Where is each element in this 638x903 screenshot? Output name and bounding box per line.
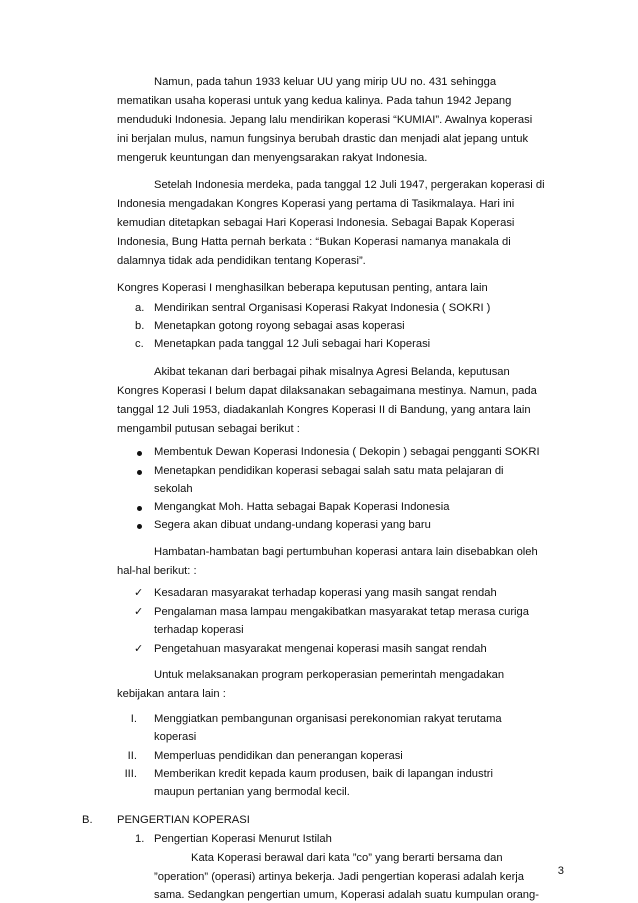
text-line: hal-hal berikut: : — [117, 565, 197, 577]
list-marker: a. — [135, 302, 145, 314]
checkmark-icon: ✓ — [134, 586, 144, 599]
list-item: Segera akan dibuat undang-undang koperasi yang baru — [154, 519, 431, 531]
text-line: sama. Sedangkan pengertian umum, Koperasi adalah suatu kumpulan orang- — [154, 889, 539, 901]
text-line: dalamnya tidak ada pendidikan tentang Koperasi”. — [117, 255, 366, 267]
subsection-marker: 1. — [135, 833, 145, 845]
list-item: Kesadaran masyarakat terhadap koperasi yang masih sangat rendah — [154, 587, 497, 599]
list-marker: c. — [135, 338, 144, 350]
text-line: Untuk melaksanakan program perkoperasian pemerintah mengadakan — [154, 669, 505, 681]
text-line: mematikan usaha koperasi untuk yang kedua kalinya. Pada tahun 1942 Jepang — [117, 95, 512, 107]
checkmark-icon: ✓ — [134, 642, 144, 655]
text-line: Setelah Indonesia merdeka, pada tanggal 12 Juli 1947, pergerakan koperasi di — [154, 179, 545, 191]
list-item: Menggiatkan pembangunan organisasi perekonomian rakyat terutama — [154, 713, 502, 725]
list-item: Pengalaman masa lampau mengakibatkan masyarakat tetap merasa curiga — [154, 606, 529, 618]
text-line: Kongres Koperasi I belum dapat dilaksanakan sebagaimana mestinya. Namun, pada — [117, 385, 537, 397]
list-item-continuation: sekolah — [154, 483, 193, 495]
section-heading: PENGERTIAN KOPERASI — [117, 814, 250, 826]
list-item: Pengetahuan masyarakat mengenai koperasi masih sangat rendah — [154, 643, 487, 655]
list-marker: I. — [130, 713, 137, 725]
text-line: menduduki Indonesia. Jepang lalu mendirikan koperasi “KUMIAI”. Awalnya koperasi — [117, 114, 533, 126]
list-item: Mengangkat Moh. Hatta sebagai Bapak Koperasi Indonesia — [154, 501, 450, 513]
text-line: mengeruk keuntungan dan menyengsarakan rakyat Indonesia. — [117, 152, 428, 164]
bullet-icon — [137, 470, 142, 475]
list-item: Mendirikan sentral Organisasi Koperasi Rakyat Indonesia ( SOKRI ) — [154, 302, 491, 314]
text-line: tanggal 12 Juli 1953, diadakanlah Kongres Koperasi II di Bandung, yang antara lain — [117, 404, 531, 416]
text-line: kemudian ditetapkan sebagai Hari Koperasi Indonesia. Sebagai Bapak Koperasi — [117, 217, 515, 229]
text-line: mengambil putusan sebagai berikut : — [117, 423, 300, 435]
text-line: Hambatan-hambatan bagi pertumbuhan koperasi antara lain disebabkan oleh — [154, 546, 538, 558]
list-item: Memperluas pendidikan dan penerangan koperasi — [154, 750, 403, 762]
checkmark-icon: ✓ — [134, 605, 144, 618]
list-marker: b. — [135, 320, 145, 332]
list-item-continuation: maupun pertanian yang bermodal kecil. — [154, 786, 350, 798]
section-marker: B. — [82, 814, 93, 826]
bullet-icon — [137, 451, 142, 456]
page-number: 3 — [557, 865, 564, 877]
list-item: Memberikan kredit kepada kaum produsen, baik di lapangan industri — [154, 768, 493, 780]
bullet-icon — [137, 524, 142, 529]
text-line: Kata Koperasi berawal dari kata ”co” yang berarti bersama dan — [191, 852, 503, 864]
text-line: Indonesia, Bung Hatta pernah berkata : “Bukan Koperasi namanya manakala di — [117, 236, 511, 248]
list-item-continuation: koperasi — [154, 731, 197, 743]
list-marker: II. — [127, 750, 137, 762]
list-item: Menetapkan pendidikan koperasi sebagai salah satu mata pelajaran di — [154, 465, 504, 477]
bullet-icon — [137, 506, 142, 511]
list-marker: III. — [124, 768, 137, 780]
subsection-heading: Pengertian Koperasi Menurut Istilah — [154, 833, 332, 845]
text-line: Indonesia mengadakan Kongres Koperasi yang pertama di Tasikmalaya. Hari ini — [117, 198, 515, 210]
list-item: Membentuk Dewan Koperasi Indonesia ( Dekopin ) sebagai pengganti SOKRI — [154, 446, 540, 458]
text-line: ”operation” (operasi) artinya bekerja. Jadi pengertian koperasi adalah kerja — [154, 871, 525, 883]
text-line: kebijakan antara lain : — [117, 688, 226, 700]
text-line: Akibat tekanan dari berbagai pihak misalnya Agresi Belanda, keputusan — [154, 366, 510, 378]
paragraph-3: Kongres Koperasi I menghasilkan beberapa keputusan penting, antara lain — [117, 282, 488, 294]
list-item: Menetapkan pada tanggal 12 Juli sebagai hari Koperasi — [154, 338, 431, 350]
list-item: Menetapkan gotong royong sebagai asas koperasi — [154, 320, 405, 332]
list-item-continuation: terhadap koperasi — [154, 624, 244, 636]
text-line: ini berjalan mulus, namun fungsinya berubah drastic dan menjadi alat jepang untuk — [117, 133, 529, 145]
text-line: Namun, pada tahun 1933 keluar UU yang mirip UU no. 431 sehingga — [154, 76, 497, 88]
